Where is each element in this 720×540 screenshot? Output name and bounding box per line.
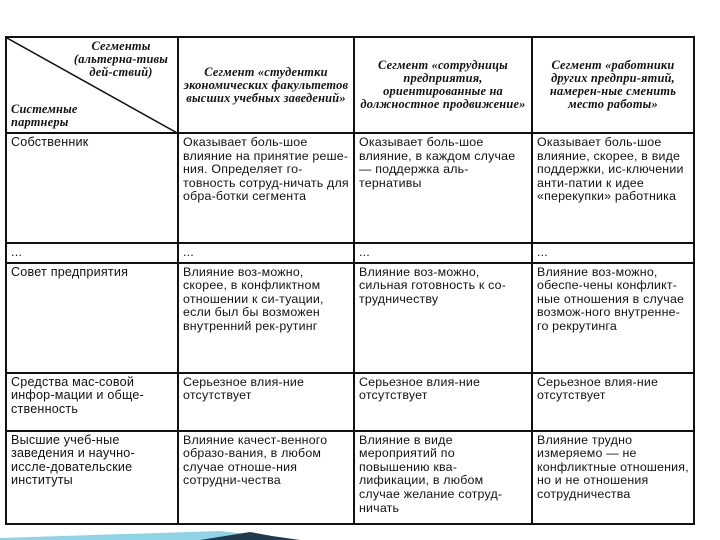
table-cell: Серьезное влия-ние отсутствует — [178, 373, 354, 431]
table-cell: ... — [178, 243, 354, 263]
table-cell: Влияние качест-венного образо-вания, в любом случае отноше-ния сотрудни-чества — [178, 431, 354, 524]
table-cell: Влияние в виде мероприятий по повышению ква-лификации, в любом случае желание сотруд-ничать — [354, 431, 532, 524]
column-header-employees: Сегмент «сотрудницы предприятия, ориентированные на должностное продвижение» — [354, 37, 532, 133]
table-cell: Оказывает боль-шое влияние, в каждом случае — поддержка аль-тернативы — [354, 133, 532, 243]
comparison-table-container — [5, 36, 693, 521]
table-cell: Влияние воз-можно, скорее, в конфликтном отношении к си-туации, если был бы возможен внутренний рек-рутинг — [178, 263, 354, 373]
table-cell: ... — [354, 243, 532, 263]
table-cell: Оказывает боль-шое влияние, скорее, в виде поддержки, ис-ключении анти-патии к идее «перекупки» работника — [532, 133, 694, 243]
row-label-owner: Собственник — [6, 133, 178, 243]
column-header-students: Сегмент «студентки экономических факультетов высших учебных заведений» — [178, 37, 354, 133]
row-label-enterprise-council: Совет предприятия — [6, 263, 178, 373]
table-cell: Серьезное влия-ние отсутствует — [354, 373, 532, 431]
corner-top-label: Сегменты (альтерна-тивы дей-ствий) — [73, 39, 169, 79]
row-label-ellipsis: ... — [6, 243, 178, 263]
row-label-mass-media: Средства мас-совой инфор-мации и обще-ственность — [6, 373, 178, 431]
table-cell: Влияние трудно измеряемо — не конфликтные отношения, но и не отношения сотрудничества — [532, 431, 694, 524]
header-row — [6, 37, 694, 133]
column-header-other-workers: Сегмент «работники других предпри-ятий, намерен-ные сменить место работы» — [532, 37, 694, 133]
row-label-universities: Высшие учеб-ные заведения и научно-иссле-довательские институты — [6, 431, 178, 524]
table-row — [6, 263, 694, 373]
table-cell: Серьезное влия-ние отсутствует — [532, 373, 694, 431]
table-cell: Влияние воз-можно, обеспе-чены конфликт-ные отношения в случае возмож-ного внутренне-го рекрутинга — [532, 263, 694, 373]
table-cell: Влияние воз-можно, сильная готовность к со-трудничеству — [354, 263, 532, 373]
segments-partners-table — [5, 36, 695, 525]
table-row — [6, 431, 694, 524]
table-cell: ... — [532, 243, 694, 263]
corner-header-cell — [6, 37, 178, 133]
slide-footer-decoration — [0, 526, 720, 540]
table-row — [6, 243, 694, 263]
corner-bottom-label: Системные партнеры — [11, 102, 78, 129]
table-cell: Оказывает боль-шое влияние на принятие реше-ния. Определяет го-товность сотруд-ничать для обра-ботки сегмента — [178, 133, 354, 243]
table-row — [6, 373, 694, 431]
table-row — [6, 133, 694, 243]
